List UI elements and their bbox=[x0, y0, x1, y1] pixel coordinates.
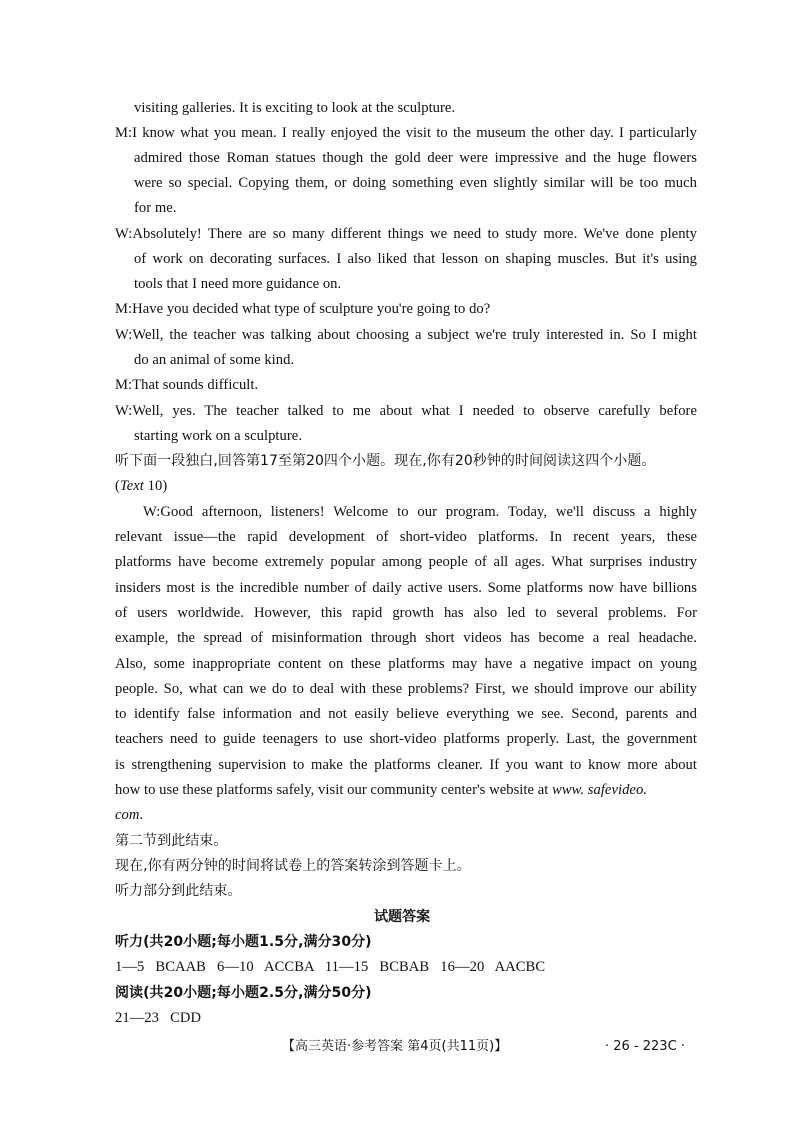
monologue-line: is strengthening supervision to make the platforms cleaner. If you want to know more about bbox=[115, 757, 697, 773]
monologue-line: teachers need to guide teenagers to use short-video platforms properly. Last, the government bbox=[115, 731, 697, 747]
monologue-line: people. So, what can we do to deal with these problems? First, we should improve our ability bbox=[115, 681, 697, 697]
reading-answers: 21—23 CDD bbox=[115, 1010, 202, 1026]
listening-answers: 1—5 BCAAB 6—10 ACCBA 11—15 BCBAB 16—20 AACBC bbox=[115, 959, 546, 975]
dialogue-line: W:Well, the teacher was talking about choosing a subject we're truly interested in. So I might bbox=[115, 327, 697, 343]
dialogue-line: M:I know what you mean. I really enjoyed the visit to the museum the other day. I particularly bbox=[115, 125, 697, 141]
dialogue-line: were so special. Copying them, or doing something even slightly similar will be too much bbox=[134, 175, 697, 191]
monologue-line: platforms have become extremely popular among people of all ages. What surprises industry bbox=[115, 554, 697, 570]
dialogue-line: M:That sounds difficult. bbox=[115, 377, 259, 393]
text10-label: (Text 10) bbox=[115, 478, 168, 494]
monologue-line: example, the spread of misinformation through short videos has become a real headache. bbox=[115, 630, 697, 646]
dialogue-line: W:Absolutely! There are so many different things we need to study more. We've done plenty bbox=[115, 226, 697, 242]
website-url: www. safevideo. bbox=[552, 782, 648, 798]
monologue-line: Also, some inappropriate content on these platforms may have a negative impact on young bbox=[115, 656, 697, 672]
dialogue-line: W:Well, yes. The teacher talked to me about what I needed to observe carefully before bbox=[115, 403, 697, 419]
dialogue-line: for me. bbox=[134, 200, 177, 216]
closing-line: 现在,你有两分钟的时间将试卷上的答案转涂到答题卡上。 bbox=[115, 858, 471, 874]
dialogue-line: visiting galleries. It is exciting to look at the sculpture. bbox=[134, 100, 456, 116]
dialogue-line: starting work on a sculpture. bbox=[134, 428, 303, 444]
monologue-line: to identify false information and not easily believe everything we see. Second, parents and bbox=[115, 706, 697, 722]
closing-line: 第二节到此结束。 bbox=[115, 833, 228, 849]
monologue-line: W:Good afternoon, listeners! Welcome to our program. Today, we'll discuss a highly bbox=[143, 504, 697, 520]
monologue-line: insiders most is the incredible number of daily active users. Some platforms now have billions bbox=[115, 580, 697, 596]
listening-header: 听力(共20小题;每小题1.5分,满分30分) bbox=[115, 934, 372, 950]
website-url-end: com bbox=[115, 807, 140, 823]
reading-header: 阅读(共20小题;每小题2.5分,满分50分) bbox=[115, 985, 372, 1001]
monologue-line: how to use these platforms safely, visit our community center's website at www. safevideo. bbox=[115, 782, 648, 798]
monologue-line: relevant issue—the rapid development of short-video platforms. In recent years, these bbox=[115, 529, 697, 545]
footer-page-info: 【高三英语·参考答案 第4页(共11页)】 bbox=[282, 1039, 508, 1054]
dialogue-line: of work on decorating surfaces. I also liked that lesson on shaping muscles. But it's using bbox=[134, 251, 697, 267]
footer-code: · 26 - 223C · bbox=[605, 1039, 685, 1054]
answers-title: 试题答案 bbox=[374, 909, 431, 925]
instruction-text10: 听下面一段独白,回答第17至第20四个小题。现在,你有20秒钟的时间阅读这四个小题。 bbox=[115, 453, 656, 469]
monologue-line: com. bbox=[115, 807, 144, 823]
dialogue-line: do an animal of some kind. bbox=[134, 352, 295, 368]
dialogue-line: admired those Roman statues though the gold deer were impressive and the huge flowers bbox=[134, 150, 697, 166]
dialogue-line: M:Have you decided what type of sculpture you're going to do? bbox=[115, 301, 491, 317]
monologue-line: of users worldwide. However, this rapid growth has also led to several problems. For bbox=[115, 605, 697, 621]
dialogue-line: tools that I need more guidance on. bbox=[134, 276, 342, 292]
closing-line: 听力部分到此结束。 bbox=[115, 883, 242, 899]
